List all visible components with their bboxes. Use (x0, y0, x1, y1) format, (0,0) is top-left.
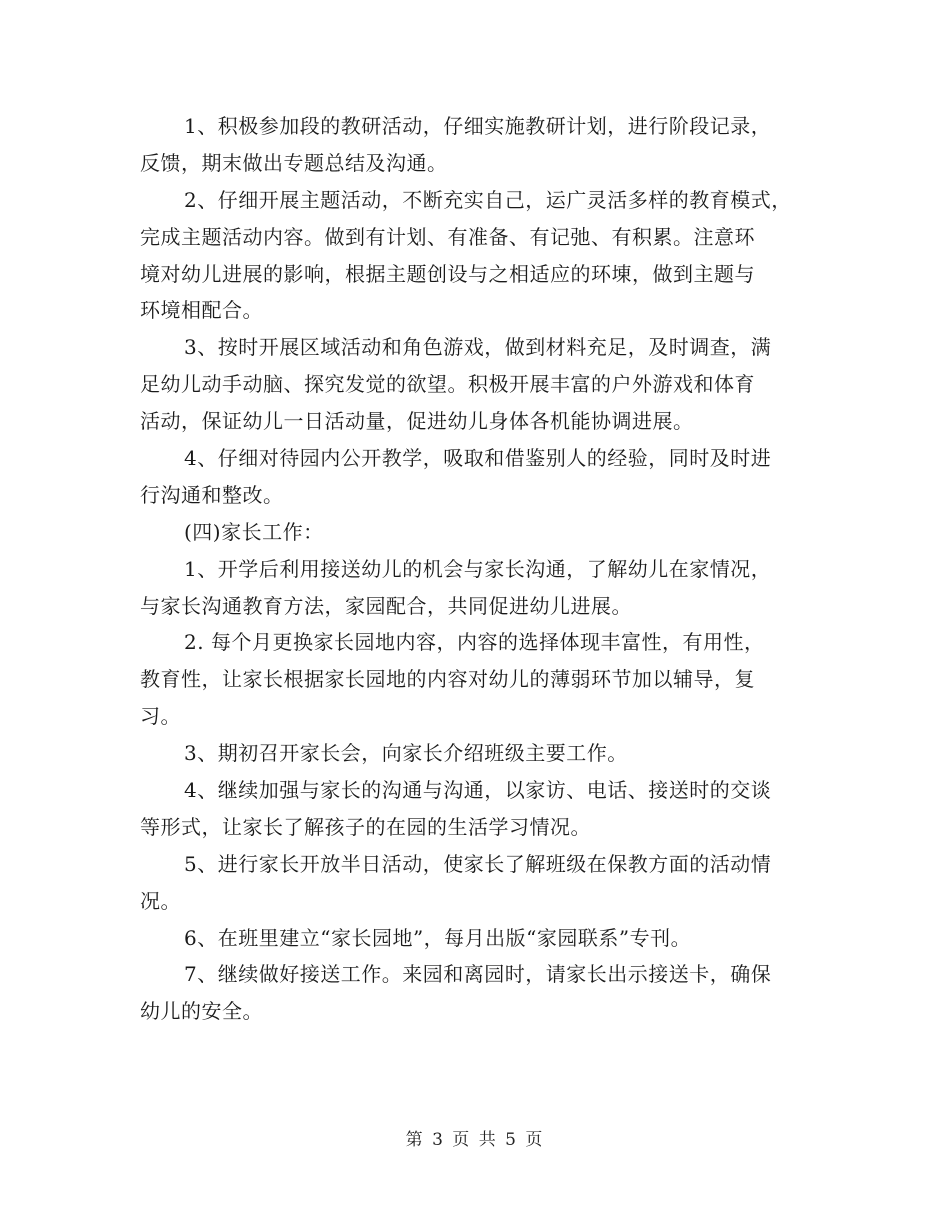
paragraph-line: 境对幼儿进展的影响，根据主题创设与之相适应的环埬，做到主题与 (140, 261, 755, 286)
paragraph-line: 1、积极参加段的教研活动，仔细实施教研计划，进行阶段记录， (184, 114, 772, 138)
document-body (140, 108, 820, 1030)
page-number-footer: 第 3 页 共 5 页 (405, 1130, 545, 1150)
paragraph-line: 行沟通和整改。 (140, 482, 284, 507)
paragraph-line: 完成主题活动内容。做到有计划、有准备、有记弛、有积累。注意环 (140, 224, 755, 249)
paragraph-line: 况。 (140, 888, 181, 913)
paragraph-line: 4、仔细对待园内公开教学，吸取和借鉴别人的经验，同时及时进 (184, 446, 772, 471)
paragraph-line: 幼儿的安全。 (140, 999, 263, 1024)
paragraph-line: 2、仔细开展主题活动，不断充实自己，运广灵活多样的教育模式， (184, 187, 792, 212)
paragraph-line: 3、期初召开家长会，向家长介绍班级主要工作。 (184, 741, 628, 766)
paragraph-line: 活动，保证幼儿一日活动量，促进幼儿身体各机能协调进展。 (140, 409, 694, 434)
paragraph-line: 5、进行家长开放半日活动，使家长了解班级在保教方面的活动情 (184, 851, 772, 876)
paragraph-line: 环境相配合。 (140, 298, 263, 323)
paragraph-line: 6、在班里建立“家长园地”，每月出版“家园联系”专刊。 (184, 925, 692, 950)
paragraph-line: 习。 (140, 704, 181, 729)
paragraph-line: 足幼儿动手动脑、探究发觉的欲望。积极开展丰富的户外游戏和体育 (140, 372, 755, 397)
paragraph-line: 教育性，让家长根据家长园地的内容对幼儿的薄弱环节加以辅导，复 (140, 667, 755, 692)
paragraph-line: 反馈，期末做出专题总结及沟通。 (140, 150, 448, 175)
paragraph-line: 等形式，让家长了解孩子的在园的生活学习情况。 (140, 814, 591, 839)
paragraph-line: 3、按时开展区域活动和角色游戏，做到材料充足，及时调查，满 (184, 335, 772, 360)
paragraph-line: 1、开学后利用接送幼儿的机会与家长沟通，了解幼儿在家情况， (184, 556, 772, 581)
paragraph-line: 4、继续加强与家长的沟通与沟通，以家访、电话、接送时的交谈 (184, 778, 772, 803)
paragraph-line: 2. 每个月更换家长园地内容，内容的选择体现丰富性，有用性， (184, 630, 765, 655)
section-heading: (四)家长工作： (184, 519, 324, 544)
paragraph-line: 与家长沟通教育方法，家园配合，共同促进幼儿进展。 (140, 593, 632, 618)
paragraph-line: 7、继续做好接送工作。来园和离园时，请家长出示接送卡，确保 (184, 962, 772, 987)
